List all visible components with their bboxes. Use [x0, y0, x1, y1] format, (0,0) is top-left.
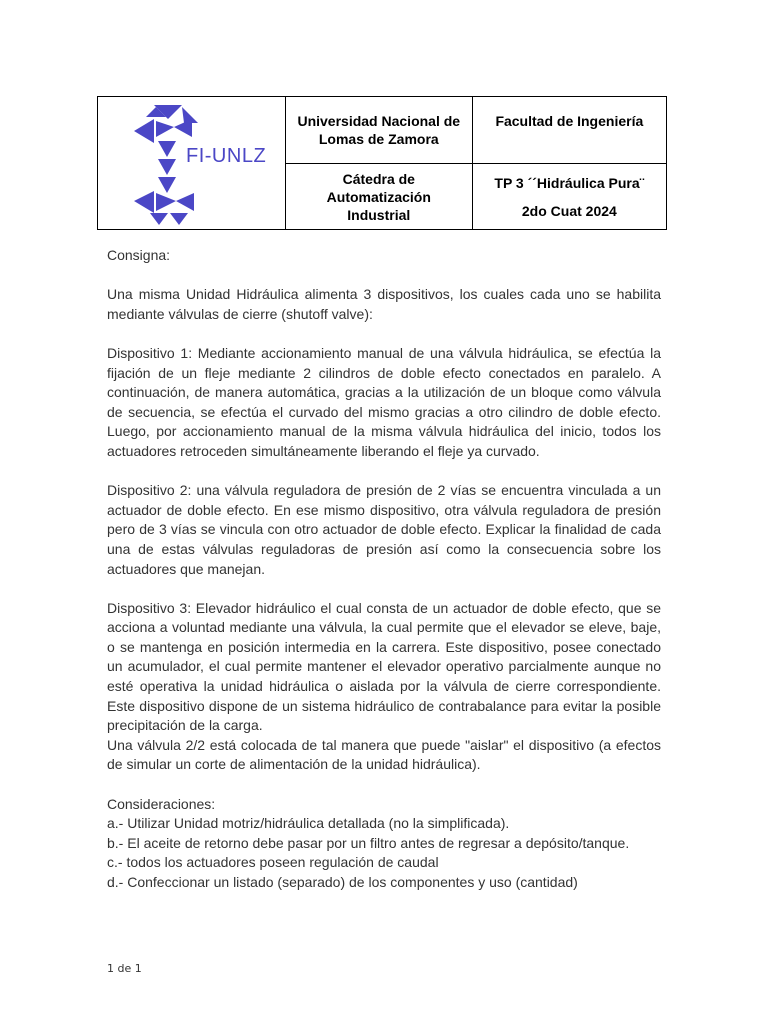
tp-cell: [472, 164, 666, 230]
document-body: [107, 246, 661, 893]
logo-cell: [98, 97, 286, 230]
tp-title: TP 3 ´´Hidráulica Pura¨: [494, 174, 645, 191]
dispositivo2-paragraph: Dispositivo 2: una válvula reguladora de presión de 2 vías se encuentra vinculada a un actuador de doble efecto. En ese mismo dispositivo, otra válvula reguladora de presión pero de 3 vías se vincula con otro actuador de doble efecto. Explicar la finalidad de cada una de estas válvulas reguladoras de presión así como la consecuencia sobre los actuadores que manejan.: [107, 482, 661, 577]
consideracion-item: b.- El aceite de retorno debe pasar por un filtro antes de regresar a depósito/tanque.: [107, 834, 630, 851]
university-cell: [285, 97, 472, 164]
dispositivo3-paragraph: Dispositivo 3: Elevador hidráulico el cual consta de un actuador de doble efecto, que se acciona a voluntad mediante una válvula, la cual permite que el elevador se eleve, baje, o se mantenga en posición intermedia en la carrera. Este dispositivo, posee conectado un acumulador, el cual permite mantener el elevador operativo parcialmente aunque no esté operativa la unidad hidráulica o aislada por la válvula de cierre correspondiente. Este dispositivo dispone de un sistema hidráulico de contrabalance para evitar la posible precipitación de la carga.: [107, 599, 661, 734]
dispositivo1-paragraph: Dispositivo 1: Mediante accionamiento manual de una válvula hidráulica, se efectúa la fijación de un fleje mediante 2 cilindros de doble efecto conectados en paralelo. A continuación, de manera automática, gracias a la utilización de un bloque como válvula de secuencia, se efectúa el curvado del mismo gracias a otro cilindro de doble efecto. Luego, por accionamiento manual de la misma válvula hidráulica del inicio, todos los actuadores retroceden simultáneamente liberando el fleje ya curvado.: [107, 344, 661, 459]
consideracion-item: a.- Utilizar Unidad motriz/hidráulica detallada (no la simplificada).: [107, 815, 510, 832]
chair-cell: [285, 164, 472, 230]
consideracion-item: d.- Confeccionar un listado (separado) de los componentes y uso (cantidad): [107, 874, 578, 890]
page-number: 1 de 1: [107, 962, 142, 975]
university-name: Universidad Nacional de Lomas de Zamora: [297, 113, 461, 147]
header-table: [97, 96, 667, 230]
faculty-cell: [472, 97, 666, 164]
logo-text: FI-UNLZ: [186, 145, 267, 167]
term: 2do Cuat 2024: [521, 202, 617, 219]
consigna-heading: Consigna:: [107, 247, 171, 263]
intro-paragraph: Una misma Unidad Hidráulica alimenta 3 dispositivos, los cuales cada uno se habilita mediante válvulas de cierre (shutoff valve):: [107, 286, 661, 322]
consideraciones-heading: Consideraciones:: [107, 795, 216, 812]
consideracion-item: c.- todos los actuadores poseen regulación de caudal: [107, 854, 439, 871]
faculty-name: Facultad de Ingeniería: [495, 113, 644, 129]
chair-name: Cátedra de Automatización Industrial: [326, 170, 431, 223]
valvula-paragraph: Una válvula 2/2 está colocada de tal manera que puede "aislar" el dispositivo (a efectos de simular un corte de alimentación de la unidad hidráulica).: [107, 736, 661, 773]
